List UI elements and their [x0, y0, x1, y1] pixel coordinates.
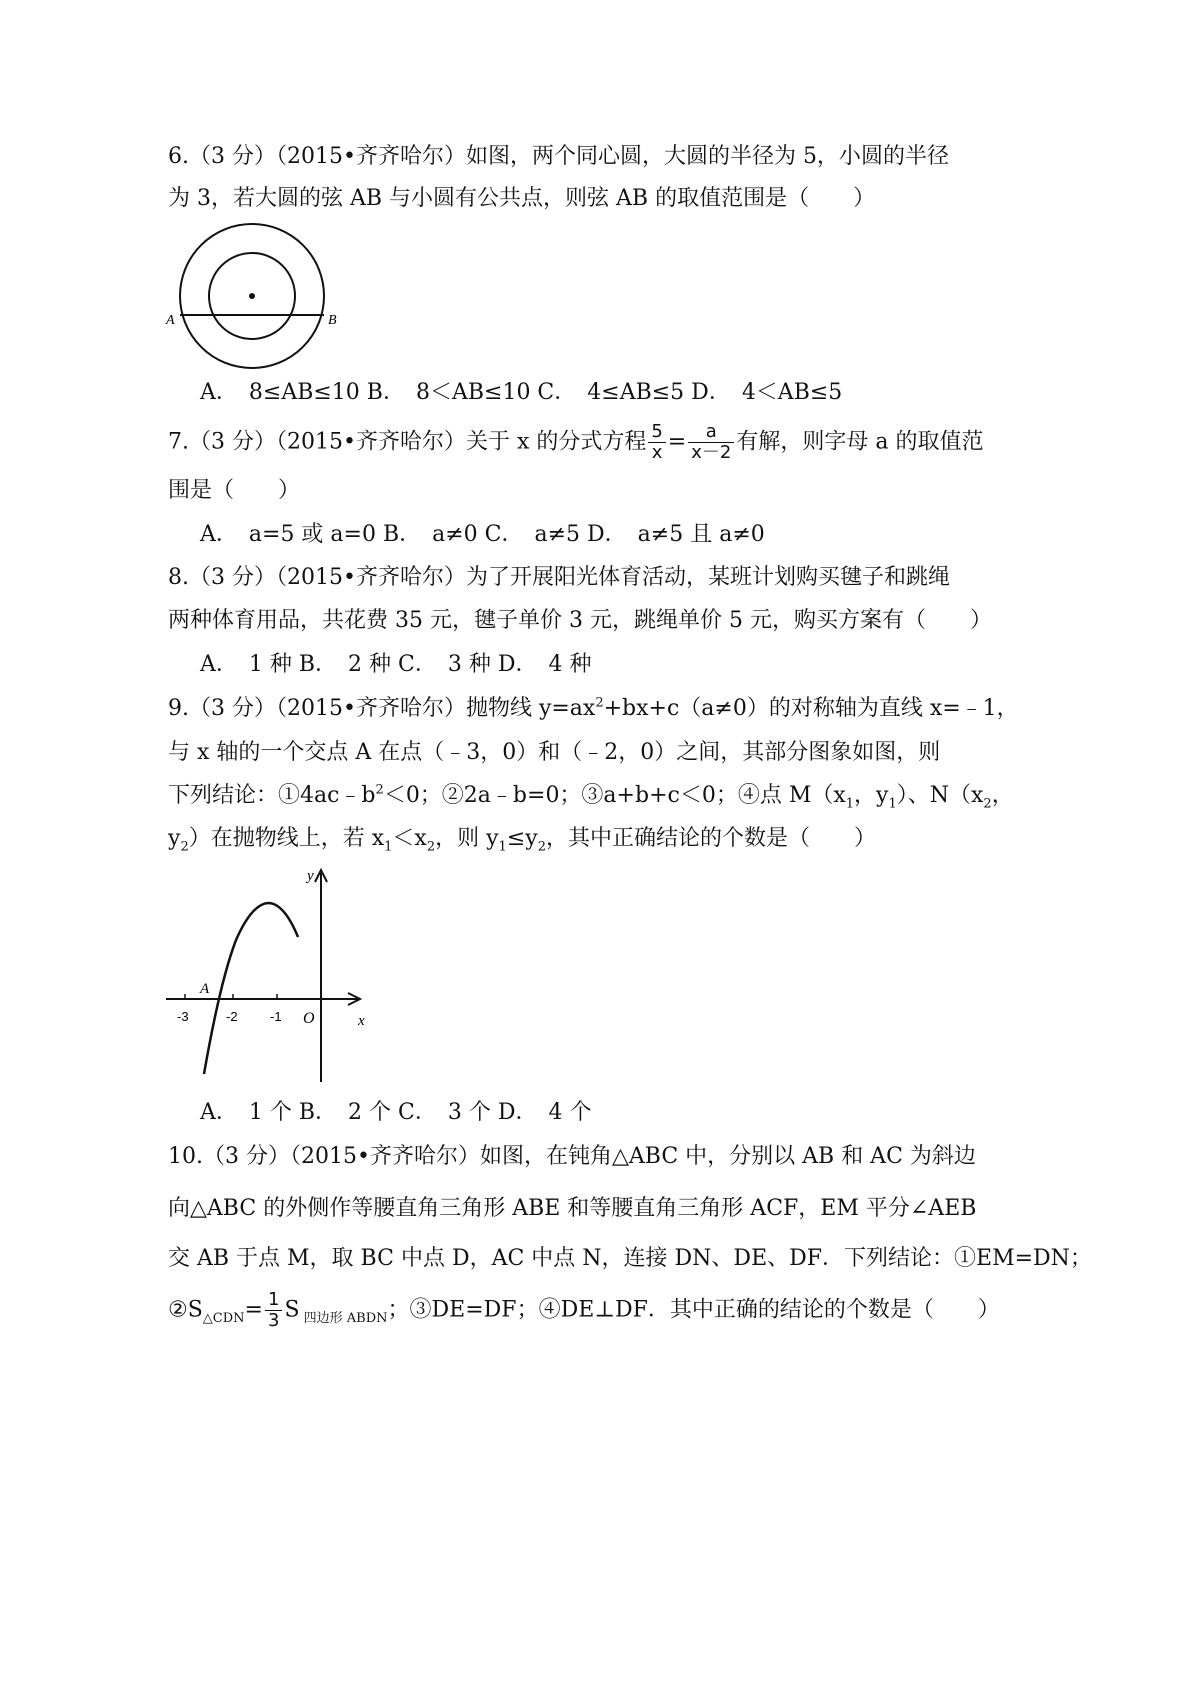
- q10-line1: 10.（3 分）（2015•齐齐哈尔）如图，在钝角△ABC 中，分别以 AB 和 AC 为斜边: [168, 1144, 976, 1169]
- q9-line4-sub5: 2: [537, 839, 546, 855]
- q9-line1: [168, 694, 1019, 724]
- q9-options: A． 1 个 B． 2 个 C． 3 个 D． 4 个: [200, 1100, 592, 1125]
- q9-line4-f: ，其中正确结论的个数是（ ）: [545, 826, 876, 851]
- q7-frac2-den: x－2: [691, 442, 732, 463]
- q9-line4: [168, 824, 876, 854]
- q10-line4-a: ②S: [168, 1297, 203, 1323]
- q6-line2: 为 3，若大圆的弦 AB 与小圆有公共点，则弦 AB 的取值范围是（ ）: [168, 186, 876, 211]
- q7-fraction-5-over-x: [648, 422, 665, 463]
- q9-line3-sub3: 2: [983, 796, 992, 812]
- q10-line2: 向△ABC 的外侧作等腰直角三角形 ABE 和等腰直角三角形 ACF，EM 平分∠AEB: [168, 1196, 977, 1221]
- q7-line1-tail: 有解，则字母 a 的取值范: [736, 429, 984, 455]
- q10-line4-eq: =: [244, 1297, 263, 1323]
- q9-line3: [168, 781, 1014, 811]
- q9-line1-a: 9.（3 分）（2015•齐齐哈尔）抛物线 y=ax: [168, 696, 596, 721]
- q7-line1: [168, 422, 983, 463]
- q6-line1: 6.（3 分）（2015•齐齐哈尔）如图，两个同心圆，大圆的半径为 5，小圆的半径: [168, 144, 949, 169]
- q9-line3-c: ，y: [854, 783, 889, 808]
- q6-concentric-circles-figure: [160, 222, 350, 370]
- q9-label-y: y: [307, 868, 314, 884]
- q7-frac2-num: a: [688, 422, 734, 443]
- q7-fraction-a-over-x-minus-2: [688, 422, 734, 463]
- q10-line3: 交 AB 于点 M，取 BC 中点 D，AC 中点 N，连接 DN、DE、DF．下列结论：①EM=DN；: [168, 1246, 1092, 1271]
- q7-frac1-num: 5: [648, 422, 665, 443]
- q9-line4-c: ＜x: [392, 826, 427, 851]
- q9-line3-e: ，: [991, 783, 1014, 808]
- q7-line2: 围是（ ）: [168, 478, 301, 503]
- q7-frac1-den: x: [651, 442, 663, 463]
- q9-line3-b: ＜0；②2a﹣b=0；③a+b+c＜0；④点 M（x: [383, 783, 846, 808]
- q9-line2: 与 x 轴的一个交点 A 在点（﹣3，0）和（﹣2，0）之间，其部分图象如图，则: [168, 740, 941, 765]
- q9-line4-e: ≤y: [506, 826, 538, 851]
- q9-line3-d: ）、N（x: [896, 783, 984, 808]
- q8-line2: 两种体育用品，共花费 35 元，毽子单价 3 元，跳绳单价 5 元，购买方案有（ ）: [168, 608, 992, 633]
- q9-tick-label-m3: -3: [177, 1009, 189, 1024]
- q9-line4-a: y: [168, 826, 181, 851]
- q6-label-b: B: [328, 313, 337, 328]
- q9-line1-b: +bx+c（a≠0）的对称轴为直线 x=﹣1，: [603, 696, 1019, 721]
- q9-tick-label-m1: -1: [270, 1009, 282, 1024]
- q6-center-dot: [249, 293, 255, 299]
- q9-line3-sup: 2: [375, 782, 384, 798]
- q10-frac-num: 1: [265, 1290, 282, 1311]
- q9-line4-sub2: 1: [384, 839, 393, 855]
- q9-line4-sub3: 2: [426, 839, 436, 855]
- q9-label-o: O: [303, 1010, 315, 1027]
- q6-label-a: A: [166, 313, 175, 328]
- q9-line4-b: ）在抛物线上，若 x: [188, 826, 385, 851]
- q7-options: A． a=5 或 a=0 B． a≠0 C． a≠5 D． a≠5 且 a≠0: [200, 522, 765, 547]
- q9-line4-sub1: 2: [180, 839, 189, 855]
- q9-line3-sub1: 1: [845, 796, 855, 812]
- q10-line4-sub2: 四边形 ABDN: [299, 1310, 388, 1326]
- q10-line4-sub1: △CDN: [202, 1310, 245, 1326]
- q7-line1-text: 7.（3 分）（2015•齐齐哈尔）关于 x 的分式方程: [168, 429, 647, 455]
- q10-line4-c: ；③DE=DF；④DE⊥DF．其中正确的结论的个数是（ ）: [387, 1297, 1000, 1323]
- q10-line4: [168, 1290, 1000, 1331]
- q9-line3-a: 下列结论：①4ac﹣b: [168, 783, 376, 808]
- q9-parabola-curve: [204, 903, 298, 1074]
- q8-line1: 8.（3 分）（2015•齐齐哈尔）为了开展阳光体育活动，某班计划购买毽子和跳绳: [168, 565, 950, 590]
- q9-line4-d: ，则 y: [435, 826, 499, 851]
- q9-parabola-figure: [160, 862, 385, 1087]
- q9-line3-sub2: 1: [888, 796, 897, 812]
- q9-tick-label-m2: -2: [226, 1009, 238, 1024]
- q9-label-a: A: [200, 981, 210, 997]
- q7-equals: =: [667, 429, 687, 455]
- q9-line1-sup: 2: [595, 695, 604, 711]
- q6-options: A． 8≤AB≤10 B． 8＜AB≤10 C． 4≤AB≤5 D． 4＜AB≤5: [200, 380, 843, 405]
- q10-frac-den: 3: [267, 1310, 280, 1331]
- q10-line4-b: S: [284, 1297, 300, 1323]
- q9-label-x: x: [358, 1013, 365, 1029]
- q8-options: A． 1 种 B． 2 种 C． 3 种 D． 4 种: [200, 652, 592, 677]
- q10-fraction-one-third: [265, 1290, 282, 1331]
- q9-line4-sub4: 1: [498, 839, 507, 855]
